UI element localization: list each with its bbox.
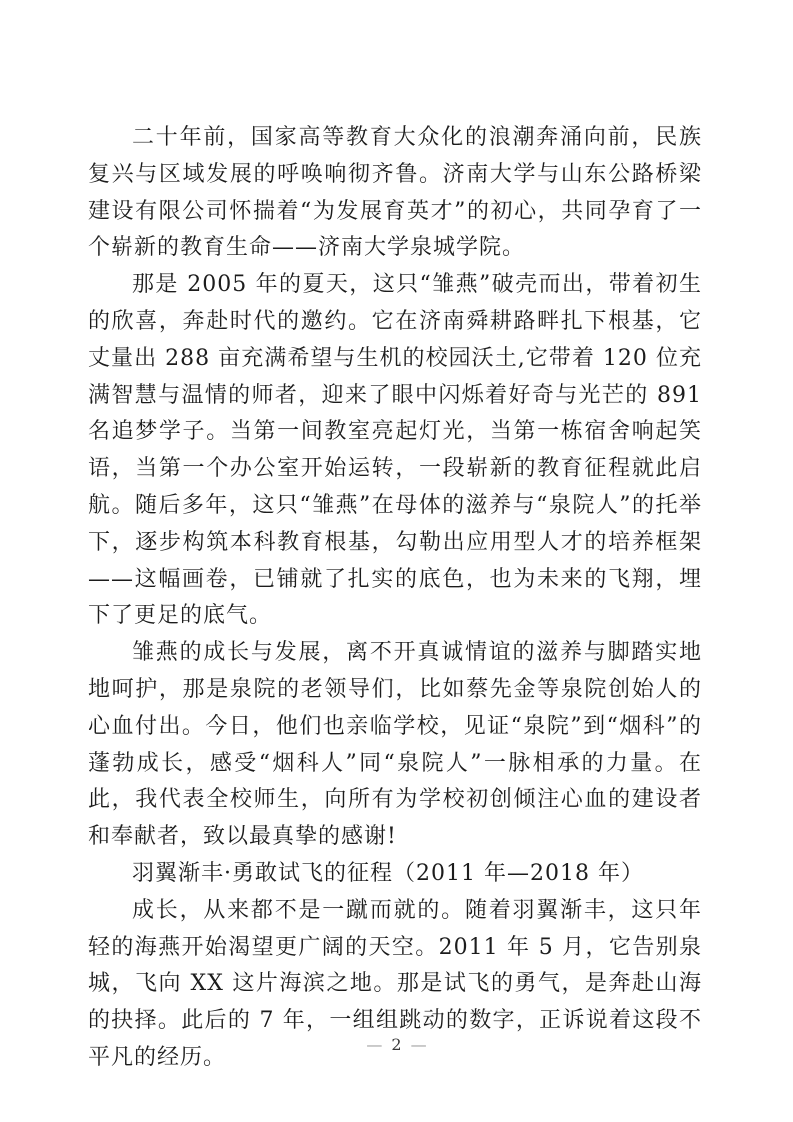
paragraph-growth-2011: 成长，从来都不是一蹴而就的。随着羽翼渐丰，这只年轻的海燕开始渴望更广阔的天空。2011 年 5 月，它告别泉城，飞向 XX 这片海滨之地。那是试飞的勇气，是奔赴山海的抉择。此后的 7 年，一组组跳动的数字，正诉说着这段不平凡的经历。	[88, 897, 702, 1070]
document-body	[88, 120, 702, 1077]
section-heading-2011-2018: 羽翼渐丰·勇敢试飞的征程（2011 年—2018 年）	[132, 860, 644, 886]
paragraph-opening: 二十年前，国家高等教育大众化的浪潮奔涌向前，民族复兴与区域发展的呼唤响彻齐鲁。济南大学与山东公路桥梁建设有限公司怀揣着“为发展育英才”的初心，共同孕育了一个崭新的教育生命——济南大学泉城学院。	[88, 125, 702, 261]
footer-dash-right: —	[410, 1035, 427, 1054]
paragraph-founding-2005: 那是 2005 年的夏天，这只“雏燕”破壳而出，带着初生的欣喜，奔赴时代的邀约。它在济南舜耕路畔扎下根基，它丈量出 288 亩充满希望与生机的校园沃土,它带着 120 位充满智慧与温情的师者，迎来了眼中闪烁着好奇与光芒的 891 名追梦学子。当第一间教室亮起灯光，当第一栋宿舍响起笑语，当第一个办公室开始运转，一段崭新的教育征程就此启航。随后多年，这只“雏燕”在母体的滋养与“泉院人”的托举下，逐步构筑本科教育根基，勾勒出应用型人才的培养框架——这幅画卷，已铺就了扎实的底色，也为未来的飞翔，埋下了更足的底气。	[88, 272, 702, 629]
page-footer	[0, 1035, 793, 1055]
paragraph-gratitude: 雏燕的成长与发展，离不开真诚情谊的滋养与脚踏实地地呵护，那是泉院的老领导们，比如蔡先金等泉院创始人的心血付出。今日，他们也亲临学校，见证“泉院”到“烟科”的蓬勃成长，感受“烟科人”同“泉院人”一脉相承的力量。在此，我代表全校师生，向所有为学校初创倾注心血的建设者和奉献者，致以最真挚的感谢!	[88, 640, 702, 850]
footer-dash-left: —	[366, 1035, 383, 1054]
page-number: 2	[391, 1035, 402, 1054]
